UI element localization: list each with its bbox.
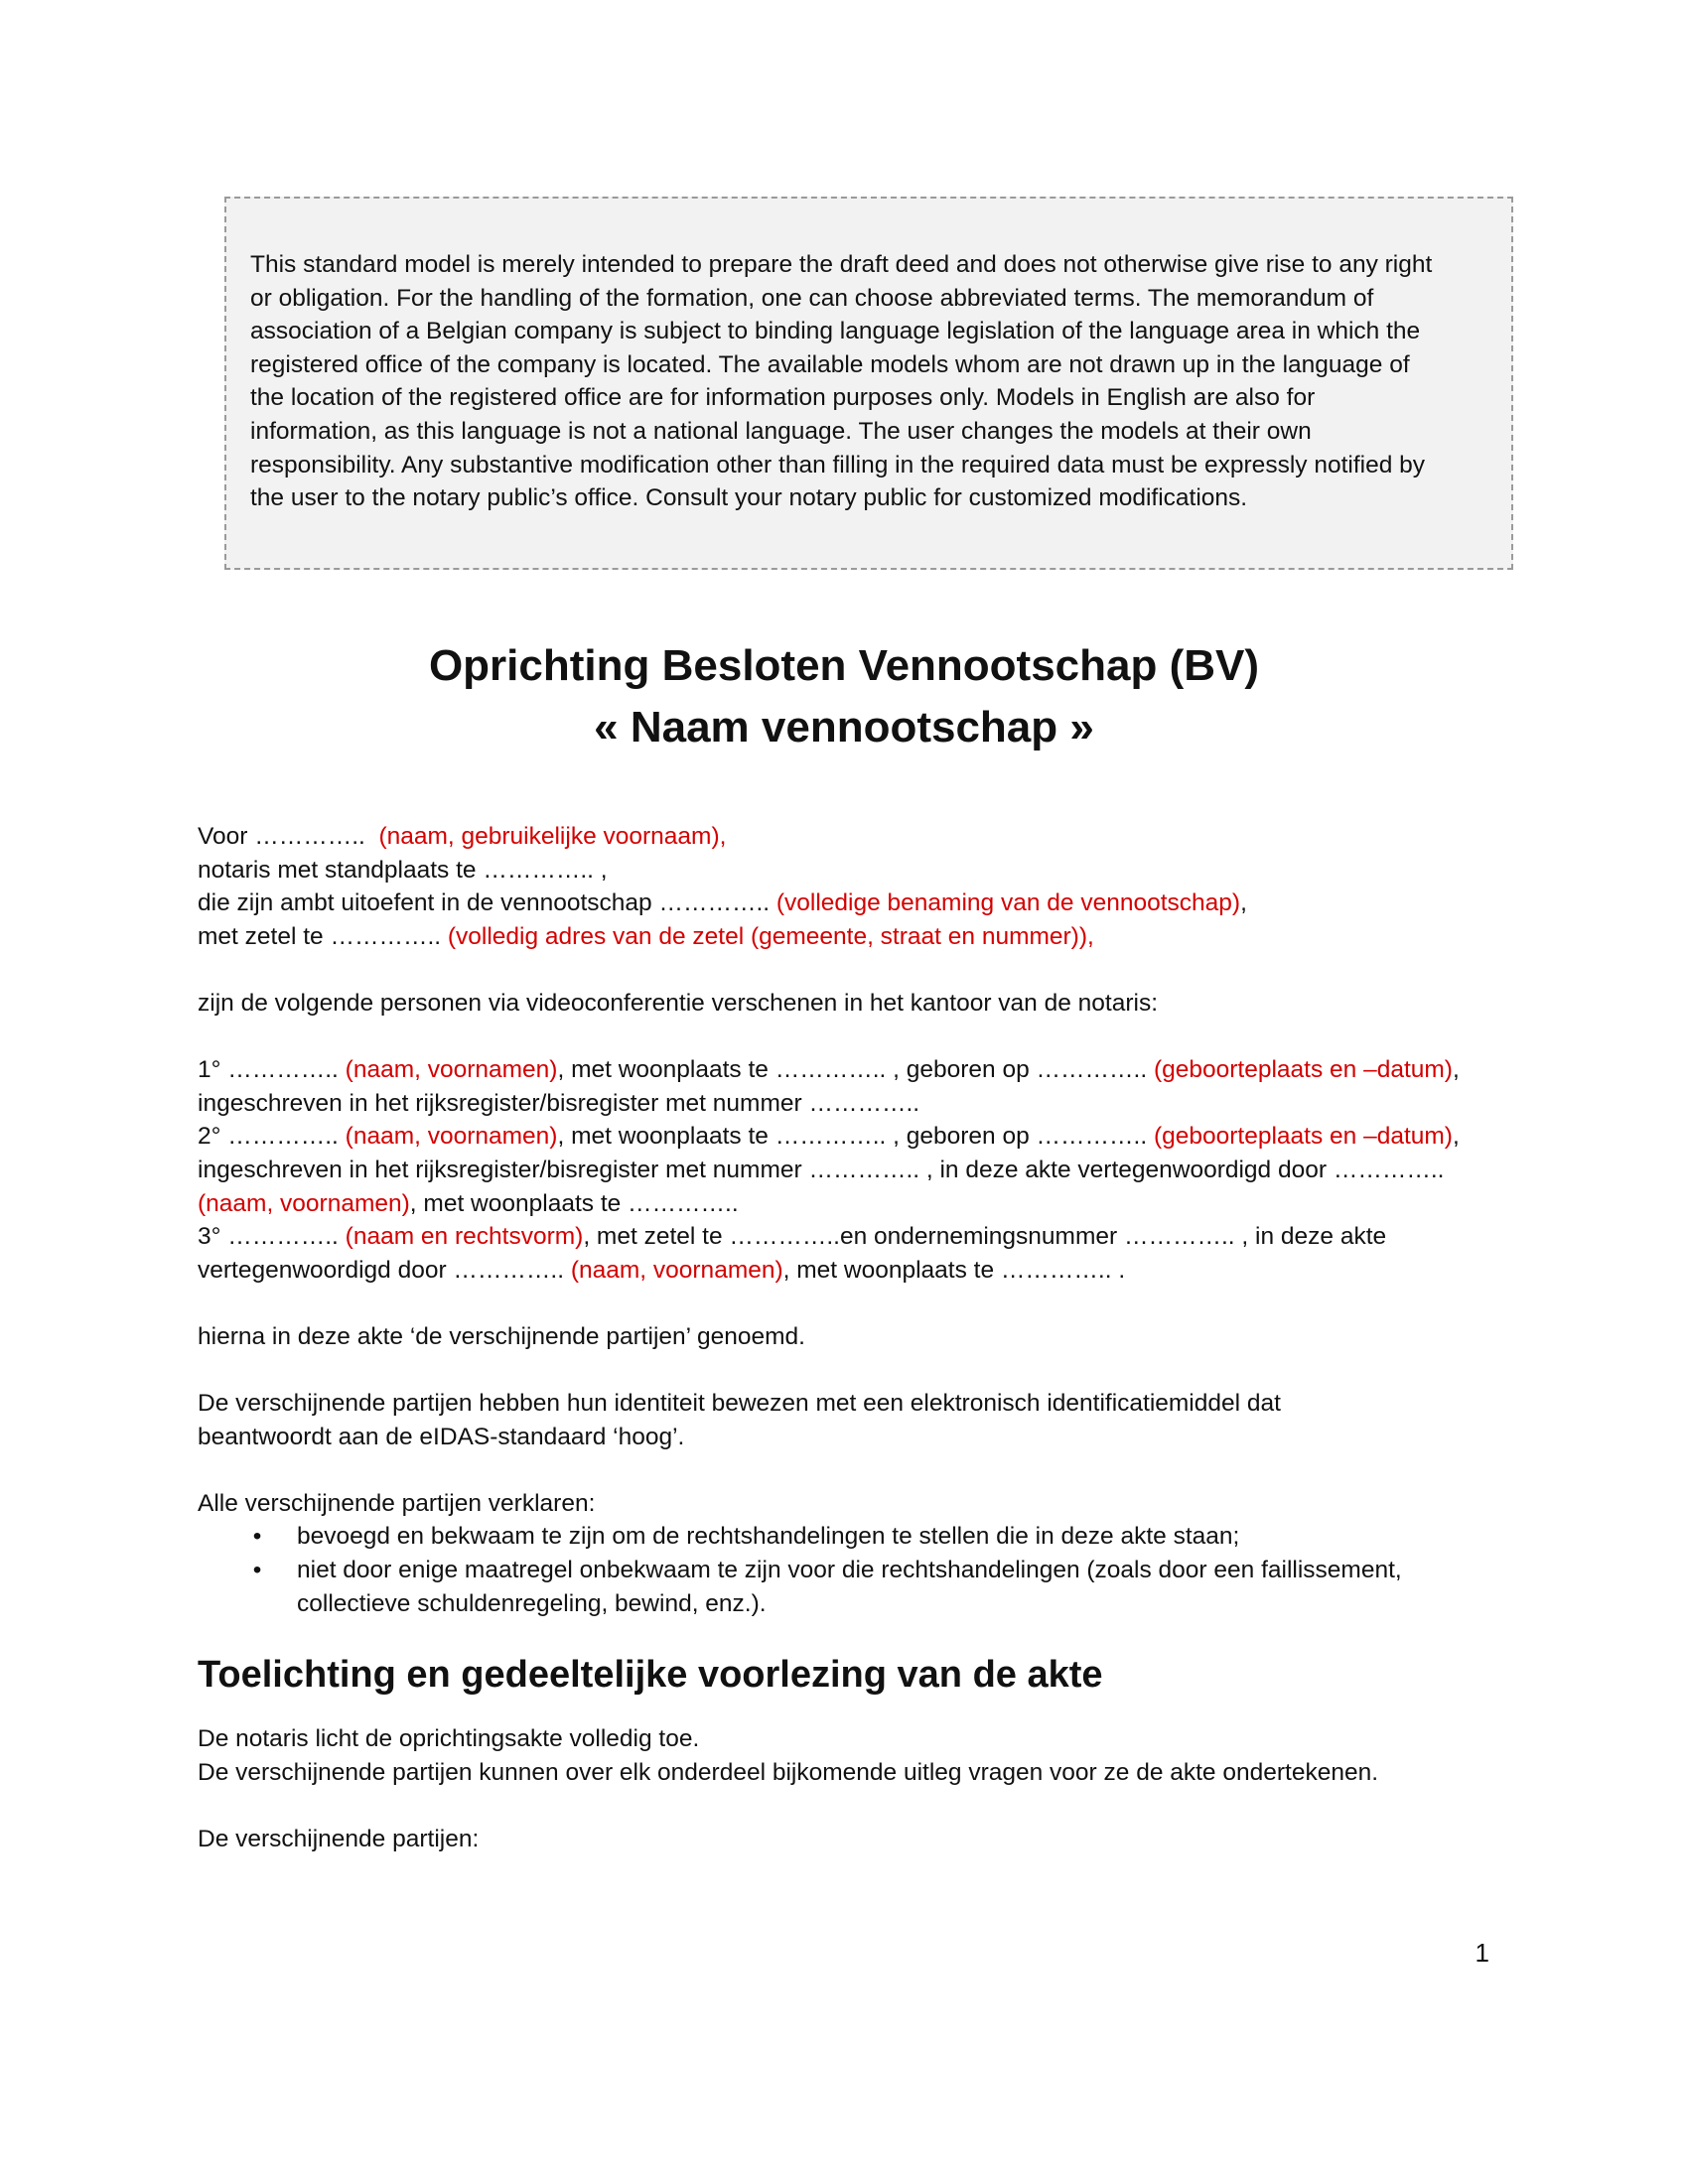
placeholder-office-address: (volledig adres van de zetel (gemeente, straat en nummer)), — [447, 922, 1094, 950]
title-line-2: « Naam vennootschap » — [594, 703, 1094, 751]
party-2-line-3 — [198, 1187, 1508, 1221]
placeholder-party-3-representative: (naam, voornamen) — [570, 1256, 783, 1284]
declare-bullet-2 — [198, 1554, 1508, 1620]
declare-bullet-2-line-1: niet door enige maatregel onbekwaam te zijn voor die rechtshandelingen (zoals door een faillissement, — [297, 1557, 1402, 1584]
placeholder-party-2-birth: (geboorteplaats en –datum) — [1153, 1123, 1453, 1151]
party-1-comma: , — [1452, 1056, 1460, 1084]
declare-bullet-1 — [198, 1520, 1508, 1554]
placeholder-party-2-name: (naam, voornamen) — [345, 1123, 558, 1151]
party-3-line-2 — [198, 1254, 1508, 1288]
party-1-line-2: ingeschreven in het rijksregister/bisregister met nummer ………….. — [198, 1089, 920, 1117]
bullet-icon: • — [252, 1523, 262, 1551]
ambt-text: die zijn ambt uitoefent in de vennootschap ………….. — [198, 889, 771, 917]
placeholder-party-1-name: (naam, voornamen) — [345, 1056, 558, 1084]
identity-line-2: beantwoordt aan de eIDAS-standaard ‘hoog’. — [198, 1423, 685, 1450]
party-2-comma: , — [1452, 1123, 1460, 1151]
party-2-line-1 — [198, 1120, 1508, 1154]
ambt-suffix: , — [1240, 889, 1247, 917]
party-2-number: 2° ………….. — [198, 1123, 339, 1151]
identity-line-1: De verschijnende partijen hebben hun identiteit bewezen met een elektronisch identificatiemiddel dat — [198, 1390, 1281, 1418]
party-1-number: 1° ………….. — [198, 1056, 339, 1084]
placeholder-party-3-name: (naam en rechtsvorm) — [345, 1223, 584, 1251]
party-1-line-1 — [198, 1053, 1508, 1087]
disclaimer-line: association of a Belgian company is subject to binding language legislation of the language area in which the — [250, 318, 1421, 345]
party-3-represented: vertegenwoordigd door ………….. — [198, 1256, 565, 1284]
zetel-text: met zetel te ………….. — [198, 922, 442, 950]
voor-text: Voor ………….. — [198, 823, 365, 850]
party-3-seat: , met zetel te …………..en ondernemingsnummer ………….. , in deze akte — [583, 1223, 1387, 1251]
declare-bullet-2-line-2: collectieve schuldenregeling, bewind, enz.). — [297, 1589, 767, 1617]
placeholder-company-name: (volledige benaming van de vennootschap) — [775, 889, 1241, 917]
section-line-3: De verschijnende partijen: — [198, 1826, 480, 1853]
party-3-number: 3° ………….. — [198, 1223, 339, 1251]
disclaimer-line: the user to the notary public’s office. Consult your notary public for customized modifications. — [250, 484, 1248, 512]
placeholder-party-1-birth: (geboorteplaats en –datum) — [1153, 1056, 1453, 1084]
disclaimer-line: This standard model is merely intended to prepare the draft deed and does not otherwise give rise to any right — [250, 251, 1433, 278]
section-line-2: De verschijnende partijen kunnen over elk onderdeel bijkomende uitleg vragen voor ze de akte ondertekenen. — [198, 1758, 1379, 1786]
disclaimer-line: registered office of the company is located. The available models whom are not drawn up in the language of — [250, 350, 1410, 378]
notary-voor-line — [198, 820, 1508, 854]
party-1-residence: , met woonplaats te ………….. , geboren op ………….. — [557, 1056, 1148, 1084]
appearance-intro: zijn de volgende personen via videoconferentie verschenen in het kantoor van de notaris: — [198, 989, 1159, 1017]
placeholder-party-2-representative: (naam, voornamen) — [198, 1189, 410, 1217]
party-2-line-2: ingeschreven in het rijksregister/bisregister met nummer ………….. , in deze akte vertegenwoordigd door ………….. — [198, 1156, 1445, 1183]
disclaimer-box — [224, 197, 1513, 570]
section-line-1: De notaris licht de oprichtingsakte volledig toe. — [198, 1725, 700, 1753]
page-number: 1 — [1475, 1938, 1489, 1968]
declare-intro: Alle verschijnende partijen verklaren: — [198, 1489, 596, 1517]
party-3-line-1 — [198, 1220, 1508, 1254]
notary-ambt-line — [198, 887, 1508, 920]
placeholder-notary-name: (naam, gebruikelijke voornaam), — [378, 823, 727, 850]
document-body — [198, 820, 1508, 1856]
notary-standplaats-line: notaris met standplaats te ………….. , — [198, 856, 608, 884]
party-2-residence: , met woonplaats te ………….. , geboren op ………….. — [557, 1123, 1148, 1151]
disclaimer-line: the location of the registered office are for information purposes only. Models in English are also for — [250, 384, 1316, 412]
declare-bullet-1-text: bevoegd en bekwaam te zijn om de rechtshandelingen te stellen die in deze akte staan; — [297, 1523, 1240, 1551]
hierna-line: hierna in deze akte ‘de verschijnende partijen’ genoemd. — [198, 1322, 805, 1350]
document-title — [0, 635, 1688, 758]
bullet-icon: • — [252, 1557, 262, 1584]
party-2-representative-residence: , met woonplaats te ………….. — [409, 1189, 739, 1217]
disclaimer-text — [250, 248, 1489, 515]
disclaimer-line: or obligation. For the handling of the formation, one can choose abbreviated terms. The memorandum of — [250, 284, 1374, 312]
notary-zetel-line — [198, 920, 1508, 954]
party-3-representative-residence: , met woonplaats te ………….. . — [782, 1256, 1126, 1284]
disclaimer-line: information, as this language is not a national language. The user changes the models at their own — [250, 417, 1312, 445]
disclaimer-line: responsibility. Any substantive modification other than filling in the required data must be expressly notified by — [250, 451, 1425, 478]
section-heading: Toelichting en gedeeltelijke voorlezing van de akte — [198, 1654, 1103, 1697]
declare-list — [198, 1520, 1508, 1620]
title-line-1: Oprichting Besloten Vennootschap (BV) — [428, 641, 1260, 690]
